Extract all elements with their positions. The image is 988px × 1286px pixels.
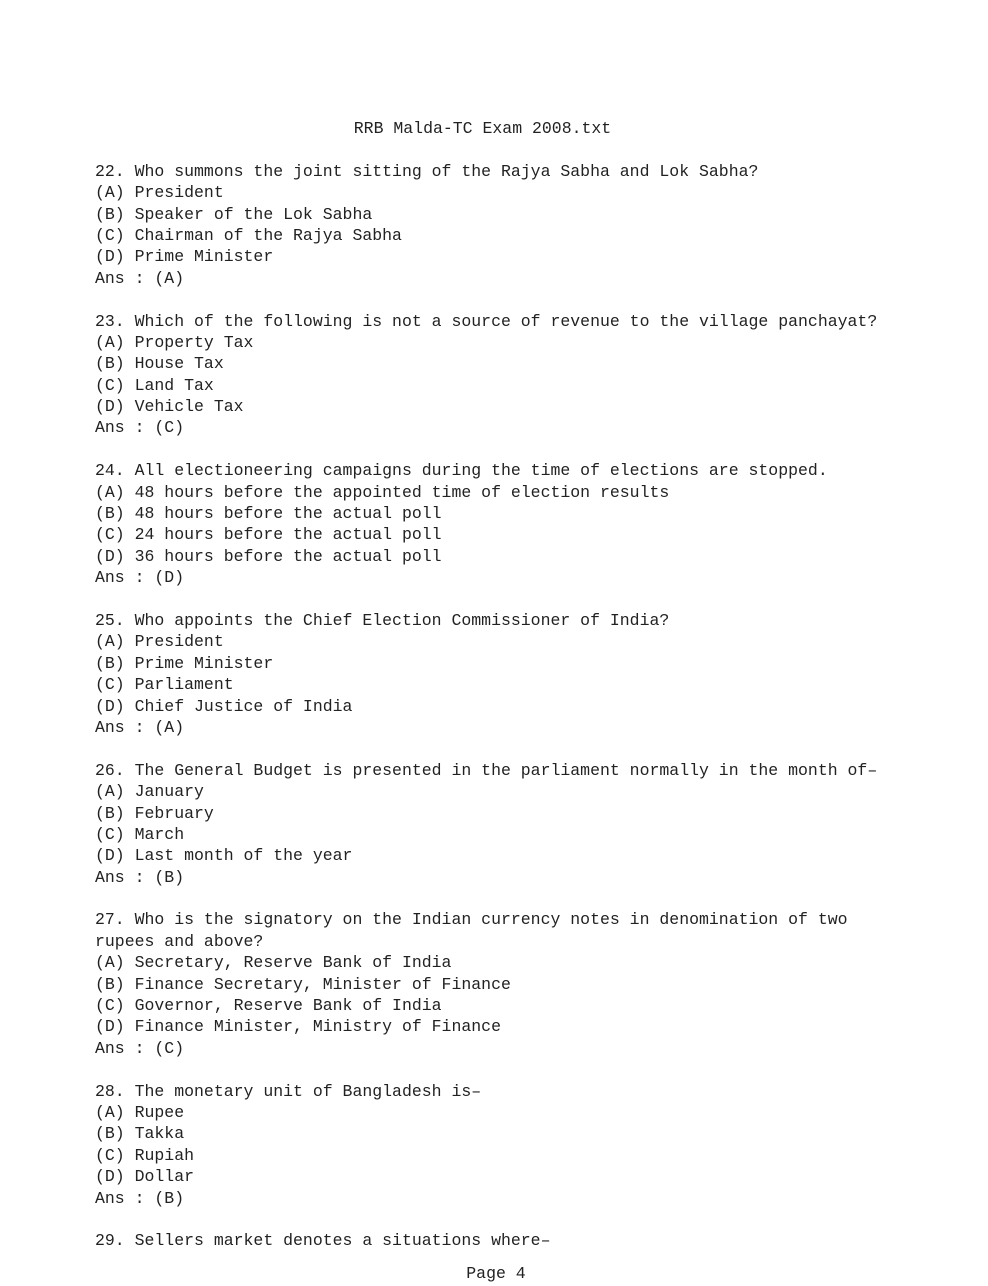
page-number: Page 4 — [466, 1264, 526, 1283]
answer-option: (B) Finance Secretary, Minister of Finance — [95, 974, 511, 994]
answer-key: Ans : (D) — [95, 568, 185, 588]
question-text: 27. Who is the signatory on the Indian currency notes in denomination of two — [95, 910, 848, 930]
question-list — [95, 161, 955, 1209]
question-text: 28. The monetary unit of Bangladesh is– — [95, 1081, 482, 1101]
answer-option: (A) January — [95, 782, 204, 802]
answer-option: (A) Property Tax — [95, 332, 254, 352]
answer-option: (D) Last month of the year — [95, 846, 353, 866]
answer-option: (B) Speaker of the Lok Sabha — [95, 204, 373, 224]
answer-option: (B) February — [95, 803, 214, 823]
question-text: 29. Sellers market denotes a situations where– — [95, 1231, 551, 1251]
question-text: 22. Who summons the joint sitting of the Rajya Sabha and Lok Sabha? — [95, 161, 759, 181]
answer-option: (D) Vehicle Tax — [95, 397, 244, 417]
question-text: 24. All electioneering campaigns during the time of elections are stopped. — [95, 461, 828, 481]
answer-option: (D) Finance Minister, Ministry of Finance — [95, 1017, 501, 1037]
question-text: 23. Which of the following is not a source of revenue to the village panchayat? — [95, 311, 878, 331]
answer-option: (B) Prime Minister — [95, 653, 274, 673]
answer-option: (B) 48 hours before the actual poll — [95, 504, 442, 524]
answer-key: Ans : (B) — [95, 867, 185, 887]
question-block — [95, 311, 955, 439]
answer-key: Ans : (B) — [95, 1188, 185, 1208]
answer-option: (B) Takka — [95, 1124, 185, 1144]
answer-option: (A) Rupee — [95, 1102, 185, 1122]
question-text: 26. The General Budget is presented in the parliament normally in the month of– — [95, 760, 878, 780]
answer-option: (B) House Tax — [95, 354, 224, 374]
answer-option: (C) Parliament — [95, 675, 234, 695]
answer-key: Ans : (A) — [95, 268, 185, 288]
document-title: RRB Malda-TC Exam 2008.txt — [353, 119, 612, 138]
answer-option: (D) Prime Minister — [95, 247, 274, 267]
question-block — [95, 760, 955, 888]
answer-option: (C) Governor, Reserve Bank of India — [95, 996, 442, 1016]
answer-key: Ans : (A) — [95, 717, 185, 737]
answer-option: (A) Secretary, Reserve Bank of India — [95, 953, 452, 973]
answer-key: Ans : (C) — [95, 418, 185, 438]
answer-option: (C) Rupiah — [95, 1145, 195, 1165]
answer-option: (D) Dollar — [95, 1167, 195, 1187]
answer-option: (C) 24 hours before the actual poll — [95, 525, 442, 545]
answer-option: (A) President — [95, 183, 224, 203]
answer-option: (D) 36 hours before the actual poll — [95, 546, 442, 566]
answer-option: (A) 48 hours before the appointed time of election results — [95, 482, 670, 502]
answer-option: (A) President — [95, 632, 224, 652]
question-text: rupees and above? — [95, 931, 264, 951]
answer-option: (C) Chairman of the Rajya Sabha — [95, 225, 402, 245]
question-block — [95, 909, 955, 1059]
answer-option: (C) March — [95, 824, 185, 844]
question-text: 25. Who appoints the Chief Election Commissioner of India? — [95, 610, 670, 630]
answer-option: (C) Land Tax — [95, 375, 214, 395]
answer-option: (D) Chief Justice of India — [95, 696, 353, 716]
document-body — [95, 118, 955, 1252]
question-block — [95, 460, 955, 588]
answer-key: Ans : (C) — [95, 1038, 185, 1058]
question-block — [95, 1081, 955, 1209]
question-block — [95, 610, 955, 738]
question-block — [95, 161, 955, 289]
